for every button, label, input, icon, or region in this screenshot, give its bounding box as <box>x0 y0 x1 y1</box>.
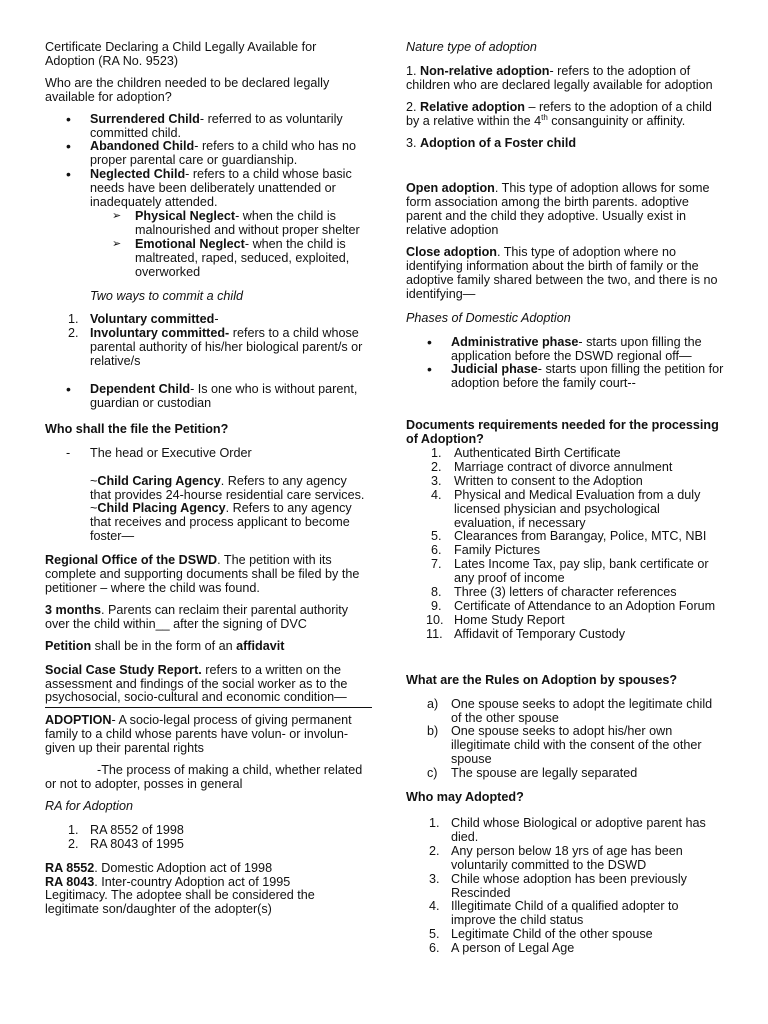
list-item: 10. Home Study Report <box>426 612 565 627</box>
list-item: • Judicial phase- starts upon filling the petition for adoption before the family court-- <box>406 363 724 391</box>
nature-foster: 3. Adoption of a Foster child <box>406 135 577 150</box>
list-item: 6. Family Pictures <box>431 543 541 558</box>
children-question: Who are the children needed to be declared legally available for adoption? <box>45 75 330 104</box>
left-column <box>45 41 367 917</box>
ra-list <box>45 824 367 852</box>
spouses-heading: What are the Rules on Adoption by spouses? <box>406 672 678 687</box>
list-item: 1. Voluntary committed- <box>68 312 219 327</box>
nature-heading: Nature type of adoption <box>406 40 537 54</box>
list-item: 1. RA 8552 of 1998 <box>68 822 184 837</box>
list-item: 4. Illegitimate Child of a qualified adopter to improve the child status <box>429 899 679 928</box>
ra-8043: RA 8043. Inter-country Adoption act of 1995 <box>45 874 291 889</box>
list-item: 2. Marriage contract of divorce annulment <box>431 459 673 474</box>
legitimacy: Legitimacy. The adoptee shall be considered the legitimate son/daughter of the adopter(s) <box>45 888 315 917</box>
neglect-types-list <box>45 210 367 280</box>
list-item: b) One spouse seeks to adopt his/her own illegitimate child with the consent of the other spouse <box>427 724 702 767</box>
children-types-list <box>45 113 367 210</box>
list-item: 8. Three (3) letters of character references <box>431 585 677 600</box>
nature-relative: 2. Relative adoption – refers to the adoption of a child by a relative within the 4th consanguinity or affinity. <box>406 99 712 128</box>
list-item: 2. Any person below 18 yrs of age has been voluntarily committed to the DSWD <box>429 843 683 872</box>
list-item: a) One spouse seeks to adopt the legitimate child of the other spouse <box>427 696 713 725</box>
list-item: 2. Involuntary committed- refers to a child whose parental authority of his/her biological parent/s or relative/s <box>68 326 363 369</box>
list-item: c) The spouse are legally separated <box>427 766 638 781</box>
two-ways-heading: Two ways to commit a child <box>90 288 244 303</box>
ra-heading: RA for Adoption <box>45 798 133 813</box>
nature-non-relative: 1. Non-relative adoption- refers to the adoption of children who are declared legally available for adoption <box>406 63 713 92</box>
list-item: ➢ Emotional Neglect- when the child is maltreated, raped, seduced, exploited, overworked <box>45 238 367 280</box>
list-item: • Abandoned Child- refers to a child who has no proper parental care or guardianship. <box>45 140 367 168</box>
petition-form: Petition shall be in the form of an affidavit <box>45 638 285 653</box>
list-item: 1. Authenticated Birth Certificate <box>431 446 621 461</box>
open-adoption: Open adoption. This type of adoption allows for some form association among the birth parents. adoptive parent and the child they adoptive. Usually exist in relative adoption <box>406 181 710 238</box>
child-caring-agency: ~Child Caring Agency. Refers to any agency that provides 24-hourse residential care services. <box>90 473 365 502</box>
adoption-definition: ADOPTION- A socio-legal process of giving permanent family to a child whose parents have volun- or involun- given up their parental rights <box>45 713 352 756</box>
list-item: 6. A person of Legal Age <box>429 941 575 956</box>
petition-question: Who shall the file the Petition? <box>45 421 229 436</box>
list-item: 3. Chile whose adoption has been previously Rescinded <box>429 871 687 900</box>
social-case-study: Social Case Study Report. refers to a written on the assessment and findings of the social worker as to the psychosocial, socio-cultural and economic condition— <box>45 664 372 709</box>
docs-heading: Documents requirements needed for the processing of Adoption? <box>406 418 719 447</box>
close-adoption: Close adoption. This type of adoption where no identifying information about the birth of family or the adoptive family shared between the two, and there is no identifying— <box>406 245 718 301</box>
right-column <box>406 41 724 956</box>
list-item: 2. RA 8043 of 1995 <box>68 836 184 851</box>
head-order-list <box>45 447 367 461</box>
list-item: 3. Written to consent to the Adoption <box>431 473 643 488</box>
list-item: • Dependent Child- Is one who is without parent, guardian or custodian <box>45 383 367 411</box>
three-months: 3 months. Parents can reclaim their parental authority over the child within__ after the signing of DVC <box>45 602 349 631</box>
list-item: 4. Physical and Medical Evaluation from a duly licensed physician and psychological evaluation, if necessary <box>431 487 701 530</box>
phases-list <box>406 336 724 392</box>
list-item: • Surrendered Child- referred to as voluntarily committed child. <box>45 113 367 141</box>
commit-ways-list <box>45 313 367 369</box>
list-item: • Administrative phase- starts upon filling the application before the DSWD regional off— <box>406 336 724 364</box>
process-text: -The process of making a child, whether related or not to adopter, posses in general <box>45 763 363 791</box>
who-list <box>406 817 724 956</box>
list-item: 5. Legitimate Child of the other spouse <box>429 927 653 942</box>
dependent-list <box>45 383 367 411</box>
spouses-list <box>406 698 724 781</box>
ra-8552: RA 8552. Domestic Adoption act of 1998 <box>45 860 273 875</box>
list-item: • Neglected Child- refers to a child whose basic needs have been deliberately unattended or inadequately attended. <box>45 168 367 210</box>
list-item: - The head or Executive Order <box>45 447 367 461</box>
list-item: 7. Lates Income Tax, pay slip, bank certificate or any proof of income <box>431 557 709 586</box>
child-placing-agency: ~Child Placing Agency. Refers to any agency that receives and process applicant to become foster— <box>90 501 352 544</box>
list-item: 11. Affidavit of Temporary Custody <box>426 626 626 641</box>
list-item: 1. Child whose Biological or adoptive parent has died. <box>429 815 706 844</box>
who-heading: Who may Adopted? <box>406 790 524 805</box>
regional-office: Regional Office of the DSWD. The petition with its complete and supporting documents shall be filed by the petitioner – where the child was found. <box>45 553 360 595</box>
list-item: 5. Clearances from Barangay, Police, MTC, NBI <box>431 529 707 544</box>
docs-list <box>406 447 724 642</box>
list-item: 9. Certificate of Attendance to an Adoption Forum <box>431 599 716 613</box>
list-item: ➢ Physical Neglect- when the child is malnourished and without proper shelter <box>45 210 367 238</box>
certificate-title: Certificate Declaring a Child Legally Available for Adoption (RA No. 9523) <box>45 40 317 68</box>
phases-heading: Phases of Domestic Adoption <box>406 310 571 325</box>
